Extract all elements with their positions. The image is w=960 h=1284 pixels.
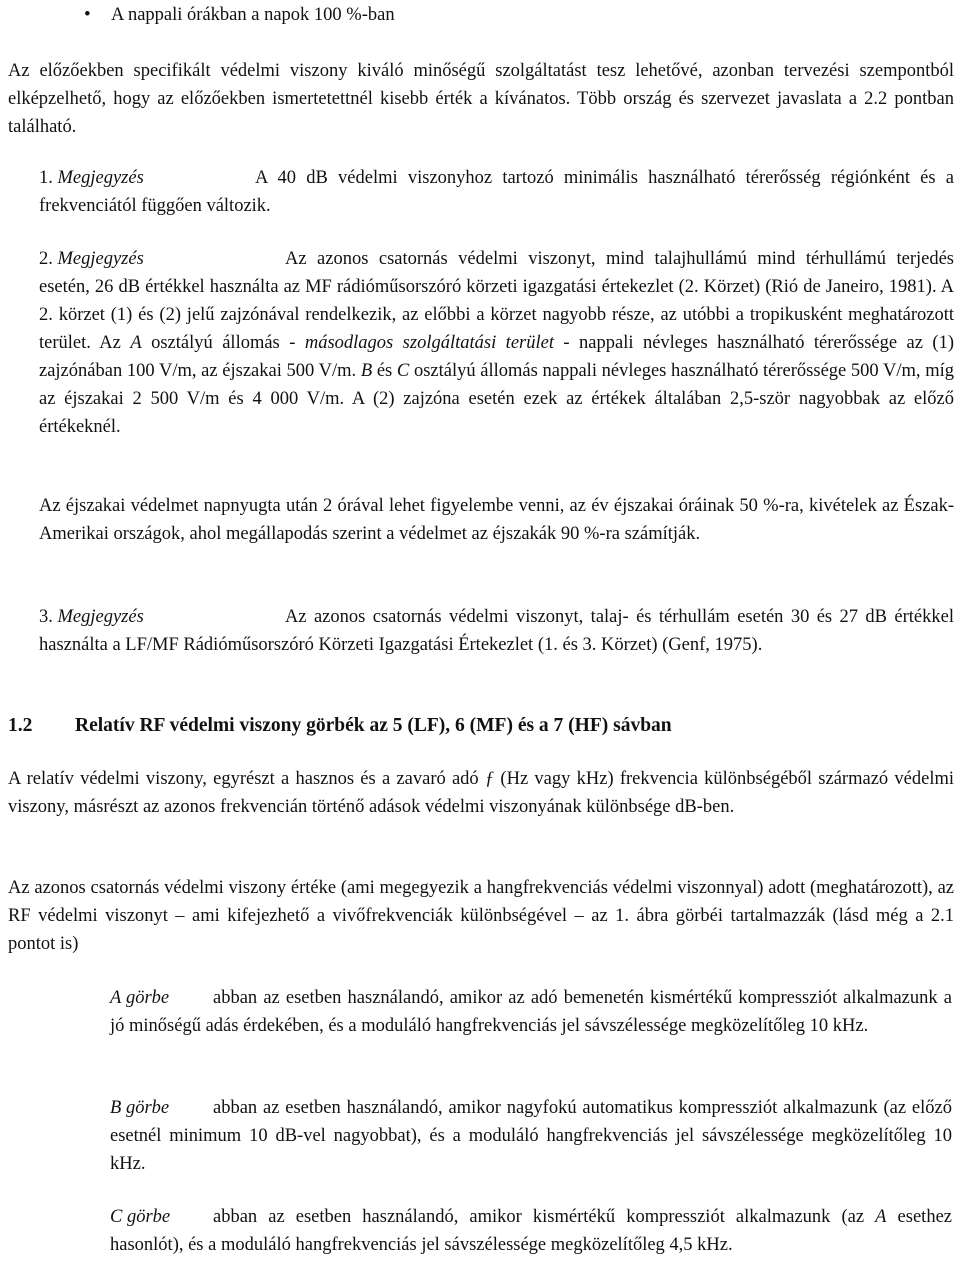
curve-c-definition — [110, 1203, 952, 1259]
paragraph-text: Az előzőekben specifikált védelmi viszony kiváló minőségű szolgáltatást tesz lehetővé, azonban tervezési szempontból elképzelhető, hogy az előzőekben ismertetettnél kisebb érték a kívánatos. Több ország és szervezet javaslata a 2.2 pontban található. — [8, 61, 954, 137]
paragraph-cochannel — [8, 874, 954, 958]
frequency-symbol: ƒ — [484, 769, 495, 789]
curve-c-label: C görbe — [110, 1207, 171, 1227]
note-2-text: Az azonos csatornás védelmi viszonyt, mind talajhullámú mind térhullámú terjedés esetén, 26 dB értékkel használta az MF rádióműsorszóró körzeti igazgatási értekezlet (2. Körzet) (Rió de Janeiro, 1981). A 2. körzet (1) és (2) jelű zajzónával rendelkezik, az előbbi a körzet nagyobb része, az utóbbi a tropikusként meghatározott terület. Az A osztályú állomás - másodlagos szolgáltatási terület - nappali névleges használható térerőssége az (1) zajzónában 100 V/m, az éjszakai 500 V/m. B és C osztályú állomás nappali névleges használható térerőssége 500 V/m, míg az éjszakai 2 500 V/m és 4 000 V/m. A (2) zajzóna esetén ezek az értékek általában 2,5-ször nagyobbak az előző értékeknél. — [39, 249, 955, 437]
curve-b-text: abban az esetben használandó, amikor nagyfokú automatikus kompressziót alkalmazunk (az előző esetnél minimum 10 dB-vel nagyobbat), és a moduláló hangfrekvenciás jel sávszélessége megközelítőleg 10 kHz. — [110, 1098, 952, 1174]
curve-b-definition — [110, 1094, 952, 1178]
section-number: 1.2 — [8, 715, 33, 736]
curve-b-label: B görbe — [110, 1098, 170, 1118]
curve-a-definition — [110, 984, 952, 1040]
paragraph-text: A relatív védelmi viszony, egyrészt a hasznos és a zavaró adó ƒ (Hz vagy kHz) frekvencia különbségéből származó védelmi viszony, másrészt az azonos frekvencián történő adások védelmi viszonyának különbsége dB-ben. — [8, 769, 954, 817]
bullet-text: A nappali órákban a napok 100 %-ban — [111, 5, 395, 25]
note-2-label: 2. Megjegyzés — [39, 249, 144, 269]
paragraph-night-protection — [39, 492, 954, 548]
note-1-label: 1. Megjegyzés — [39, 168, 144, 188]
section-heading — [8, 712, 954, 740]
paragraph-text: Az éjszakai védelmet napnyugta után 2 órával lehet figyelembe venni, az év éjszakai óráinak 50 %-ra, kivételek az Észak-Amerikai országok, ahol megállapodás szerint a védelmet az éjszakák 90 %-ra számítják. — [39, 496, 954, 544]
paragraph-relative-protection — [8, 765, 954, 821]
note-2 — [39, 245, 954, 441]
curve-a-text: abban az esetben használandó, amikor az adó bemenetén kismértékű kompressziót alkalmazunk a jó minőségű adás érdekében, és a moduláló hangfrekvenciás jel sávszélessége megközelítőleg 10 kHz. — [110, 988, 952, 1036]
note-3-label: 3. Megjegyzés — [39, 607, 144, 627]
note-1 — [39, 164, 954, 220]
curve-a-label: A görbe — [110, 988, 170, 1008]
bullet-icon: • — [84, 4, 91, 25]
paragraph-intro — [8, 57, 954, 141]
paragraph-text: Az azonos csatornás védelmi viszony értéke (ami megegyezik a hangfrekvenciás védelmi viszonnyal) adott (meghatározott), az RF védelmi viszonyt – ami kifejezhető a vivőfrekvenciák különbségével – az 1. ábra görbéi tartalmazzák (lásd még a 2.1 pontot is) — [8, 878, 954, 954]
note-3-text: Az azonos csatornás védelmi viszonyt, talaj- és térhullám esetén 30 és 27 dB értékkel használta a LF/MF Rádióműsorszóró Körzeti Igazgatási Értekezlet (1. és 3. Körzet) (Genf, 1975). — [39, 607, 954, 655]
bullet-item — [0, 1, 960, 29]
section-title: Relatív RF védelmi viszony görbék az 5 (LF), 6 (MF) és a 7 (HF) sávban — [75, 715, 672, 736]
curve-c-text: abban az esetben használandó, amikor kismértékű kompressziót alkalmazunk (az A esethez hasonlót), és a moduláló hangfrekvenciás jel sávszélessége megközelítőleg 4,5 kHz. — [110, 1207, 952, 1255]
note-3 — [39, 603, 954, 659]
note-1-text: A 40 dB védelmi viszonyhoz tartozó minimális használható térerősség régiónként és a frekvenciától függően változik. — [39, 168, 954, 216]
